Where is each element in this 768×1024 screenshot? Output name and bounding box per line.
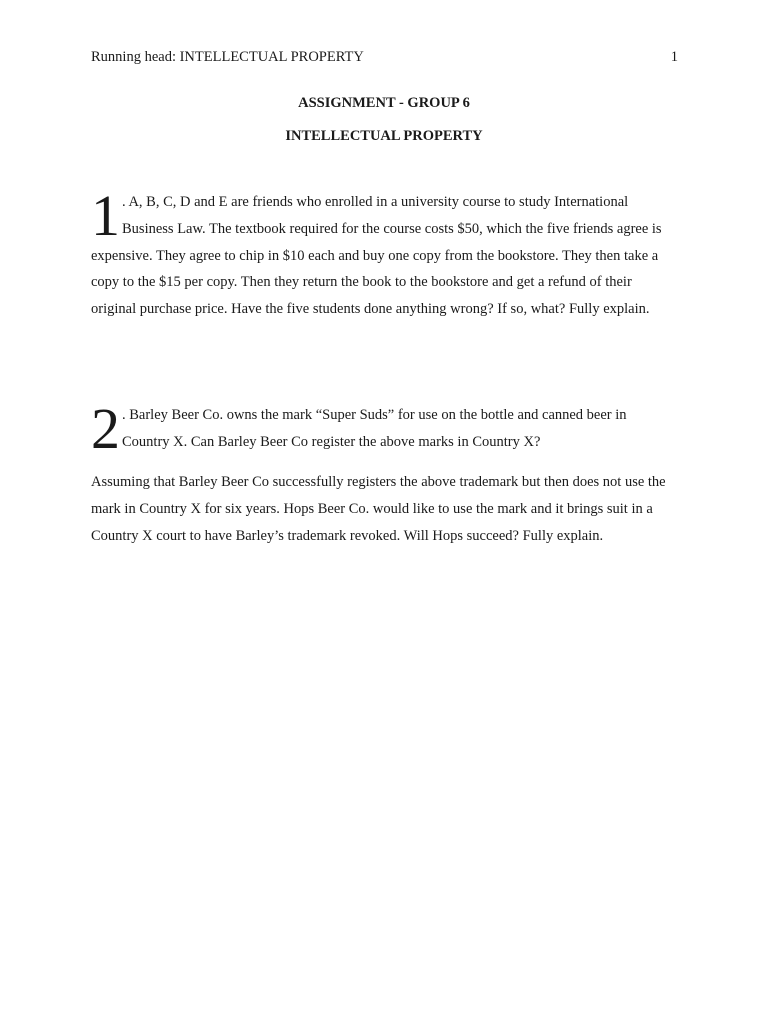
question-1-number: 1 bbox=[91, 183, 120, 248]
question-1 bbox=[91, 183, 671, 323]
question-2-followup: Assuming that Barley Beer Co successfully registers the above trademark but then does not use the mark in Country X for six years. Hops Beer Co. would like to use the mark and it brings suit in a Country X court to have Barley’s trademark revoked. Will Hops succeed? Fully explain. bbox=[91, 474, 666, 544]
assignment-title: ASSIGNMENT - GROUP 6 bbox=[298, 95, 470, 111]
question-1-text: . A, B, C, D and E are friends who enrolled in a university course to study International Business Law. The textbook required for the course costs $50, which the five friends agree is expensive. They agree to chip in $10 each and buy one copy from the bookstore. They then take a copy to the $15 per copy. Then they return the book to the bookstore and get a refund of their original purchase price. Have the five students done anything wrong? If so, what? Fully explain. bbox=[91, 194, 662, 318]
page-number: 1 bbox=[670, 49, 678, 65]
page-header bbox=[91, 47, 678, 67]
subject-title: INTELLECTUAL PROPERTY bbox=[285, 128, 483, 144]
question-2-number: 2 bbox=[91, 396, 120, 461]
question-2 bbox=[91, 396, 671, 461]
running-head: Running head: INTELLECTUAL PROPERTY bbox=[91, 49, 364, 65]
question-2-text: . Barley Beer Co. owns the mark “Super Suds” for use on the bottle and canned beer in Country X. Can Barley Beer Co register the above marks in Country X? bbox=[122, 407, 627, 450]
